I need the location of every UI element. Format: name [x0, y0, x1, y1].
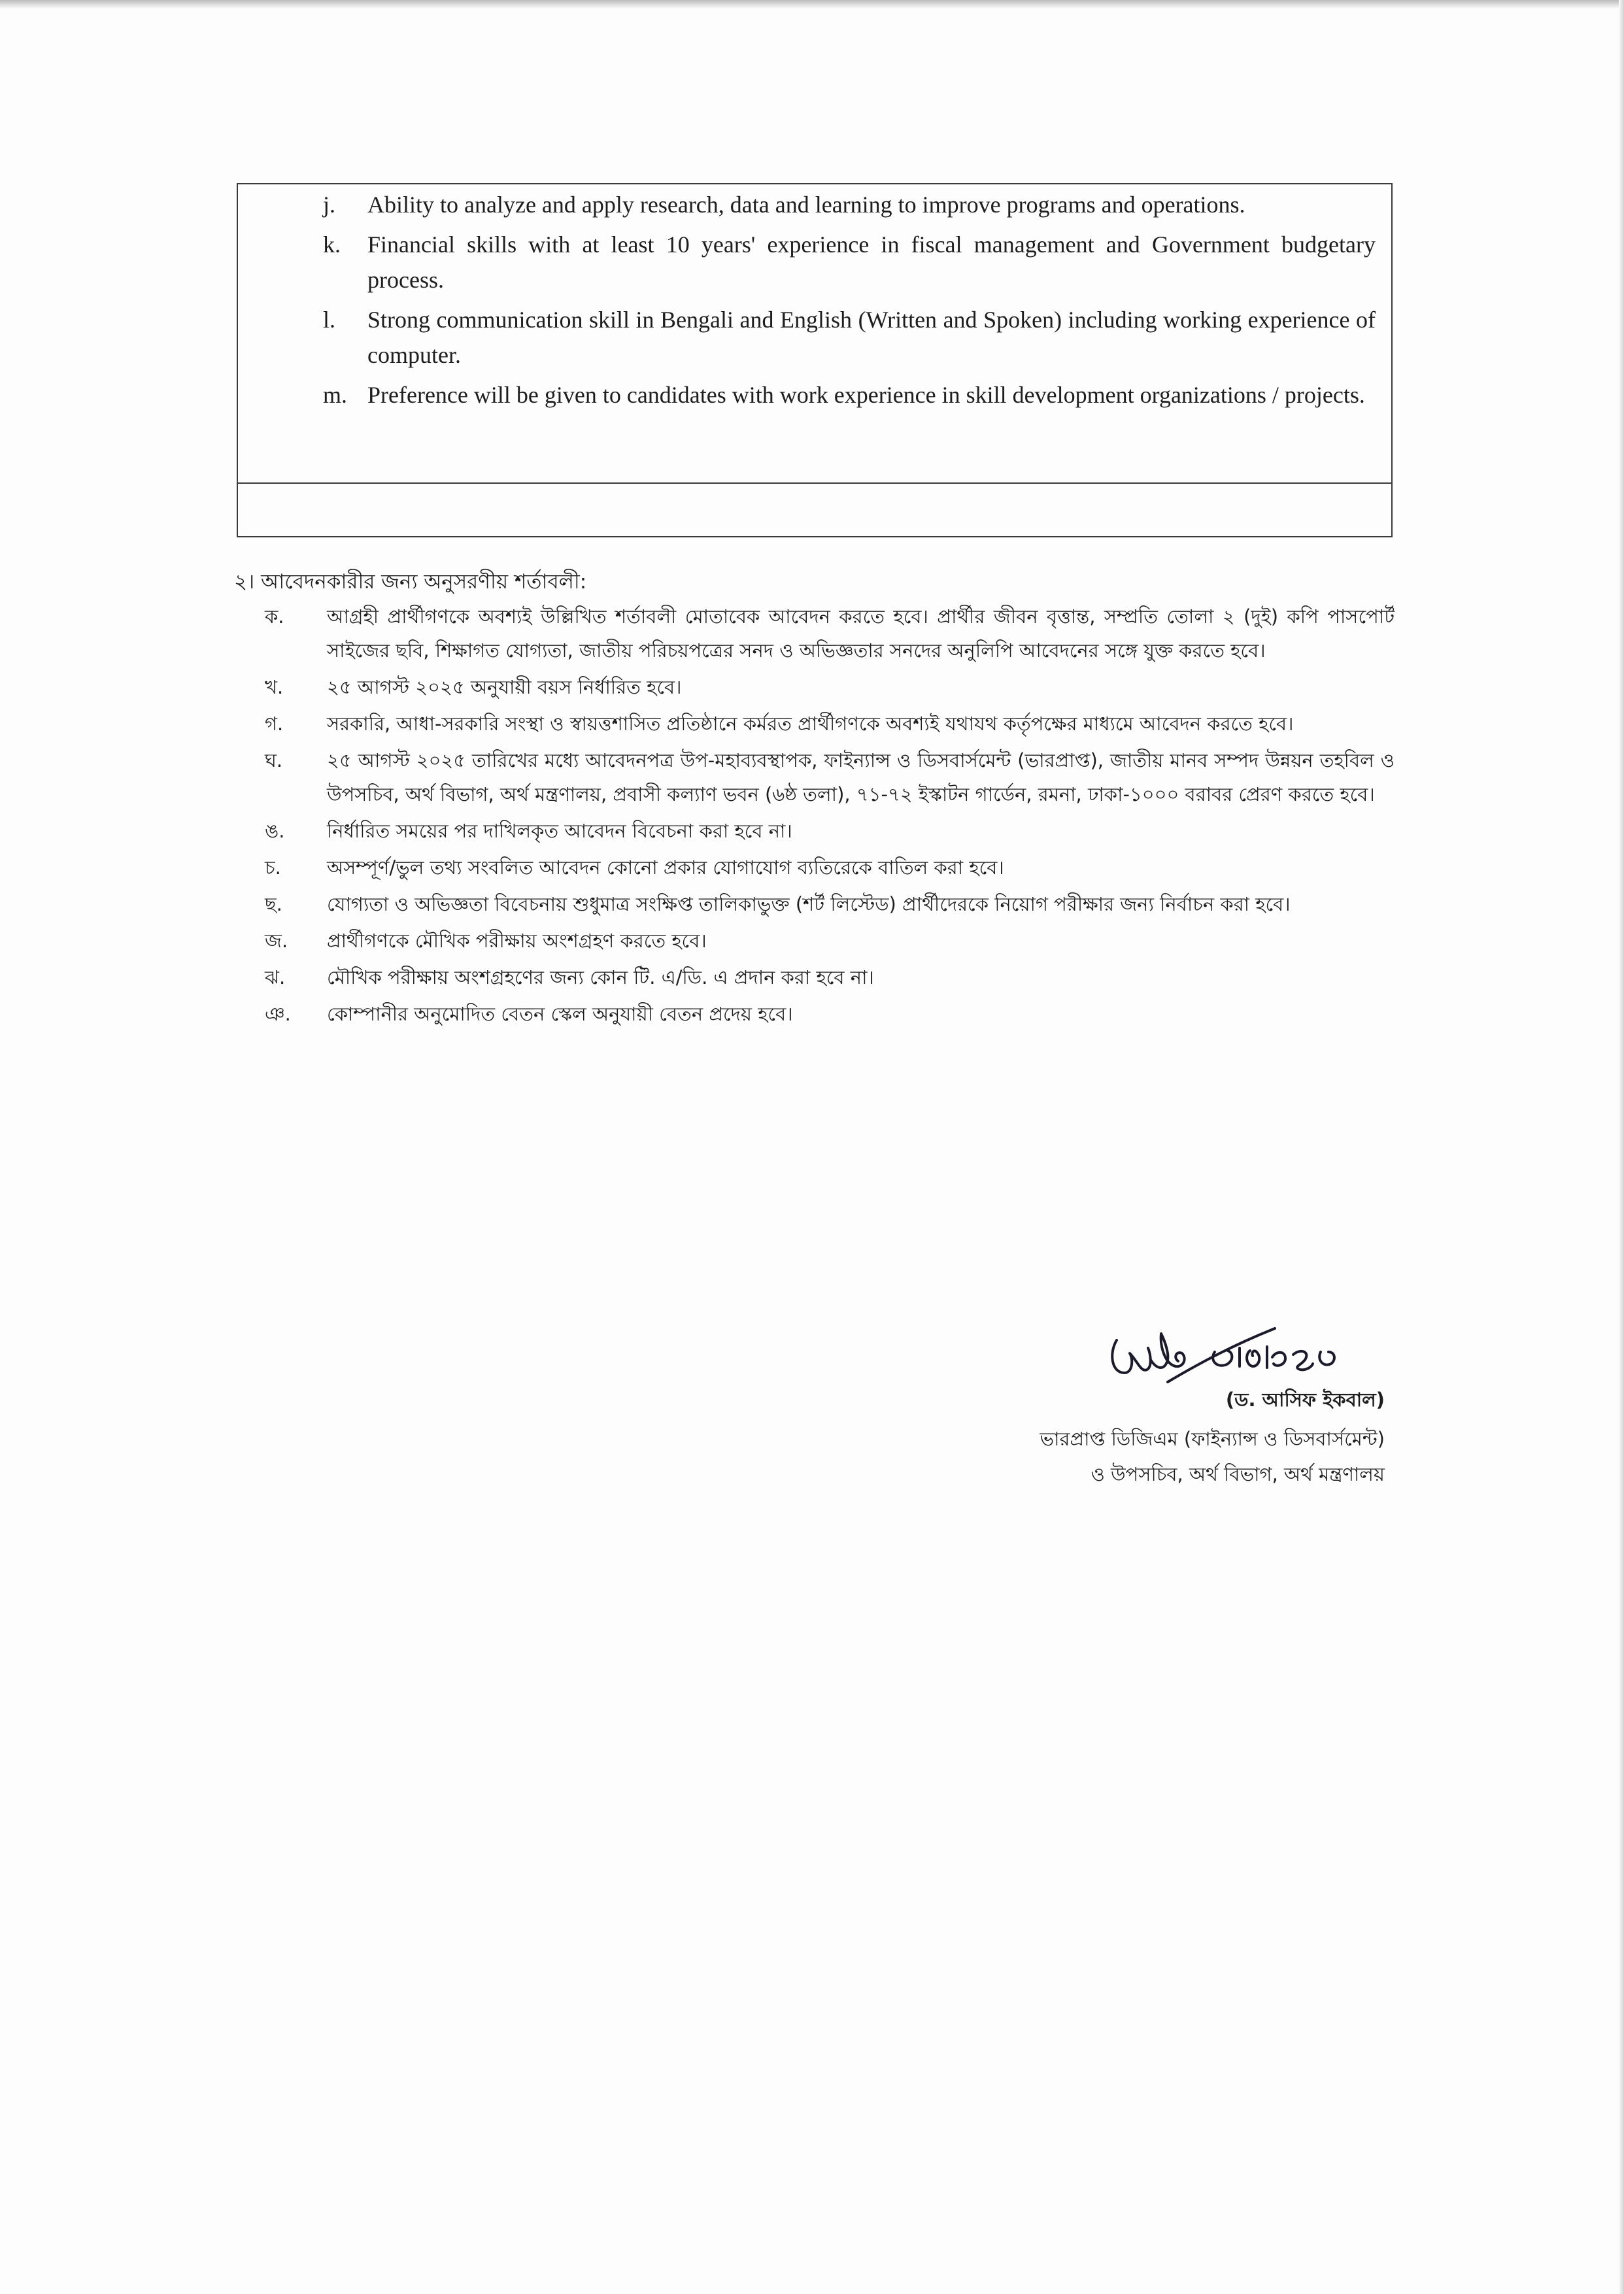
scan-edge-top — [0, 0, 1624, 9]
condition-item — [265, 599, 1395, 667]
requirements-table — [237, 183, 1393, 537]
condition-item — [265, 960, 1395, 994]
condition-item — [265, 707, 1395, 741]
condition-item — [265, 887, 1395, 921]
condition-item — [265, 851, 1395, 885]
table-row-divider — [238, 482, 1391, 484]
condition-item — [265, 670, 1395, 704]
condition-letter: ছ. — [265, 893, 282, 915]
condition-text: অসম্পূর্ণ/ভুল তথ্য সংবলিত আবেদন কোনো প্রকার যোগাযোগ ব্যতিরেকে বাতিল করা হবে। — [327, 856, 1004, 879]
signatory-office: ও উপসচিব, অর্থ বিভাগ, অর্থ মন্ত্রণালয় — [1091, 1463, 1385, 1485]
condition-text: কোম্পানীর অনুমোদিত বেতন স্কেল অনুযায়ী বেতন প্রদেয় হবে। — [327, 1003, 793, 1025]
handwritten-signature — [1105, 1314, 1353, 1389]
condition-text: ২৫ আগস্ট ২০২৫ অনুযায়ী বয়স নির্ধারিত হবে। — [327, 676, 682, 698]
condition-letter: ঞ. — [265, 1003, 291, 1025]
requirement-letter: j. — [323, 192, 336, 218]
condition-text: ২৫ আগস্ট ২০২৫ তারিখের মধ্যে আবেদনপত্র উপ-মহাব্যবস্থাপক, ফাইন্যান্স ও ডিসবার্সমেন্ট (ভারপ্রাপ্ত), জাতীয় মানব সম্পদ উন্নয়ন তহবিল ও উপসচিব, অর্থ বিভাগ, অর্থ মন্ত্রণালয়, প্রবাসী কল্যাণ ভবন (৬ষ্ঠ তলা), ৭১-৭২ ইস্কাটন গার্ডেন, রমনা, ঢাকা-১০০০ বরাবর প্রেরণ করতে হবে। — [327, 749, 1395, 805]
scan-edge-right — [1619, 0, 1624, 2294]
condition-letter: খ. — [265, 676, 284, 698]
requirement-letter: k. — [323, 231, 341, 258]
condition-item — [265, 814, 1395, 848]
requirement-text: Preference will be given to candidates with work experience in skill development organizations / projects. — [367, 382, 1365, 408]
condition-text: যোগ্যতা ও অভিজ্ঞতা বিবেচনায় শুধুমাত্র সংক্ষিপ্ত তালিকাভুক্ত (শর্ট লিস্টেড) প্রার্থীদেরকে নিয়োগ পরীক্ষার জন্য নির্বাচন করা হবে। — [327, 893, 1291, 915]
requirement-text: Financial skills with at least 10 years' experience in fiscal management and Government budgetary process. — [367, 231, 1376, 293]
condition-letter: ক. — [265, 605, 284, 628]
condition-text: আগ্রহী প্রার্থীগণকে অবশ্যই উল্লিখিত শর্তাবলী মোতাবেক আবেদন করতে হবে। প্রার্থীর জীবন বৃত্তান্ত, সম্প্রতি তোলা ২ (দুই) কপি পাসপোর্ট সাইজের ছবি, শিক্ষাগত যোগ্যতা, জাতীয় পরিচয়পত্রের সনদ ও অভিজ্ঞতার সনদের অনুলিপি আবেদনের সঙ্গে যুক্ত করতে হবে। — [327, 605, 1395, 662]
condition-text: সরকারি, আধা-সরকারি সংস্থা ও স্বায়ত্তশাসিত প্রতিষ্ঠানে কর্মরত প্রার্থীগণকে অবশ্যই যথাযথ কর্তৃপক্ষের মাধ্যমে আবেদন করতে হবে। — [327, 713, 1294, 735]
signatory-name: (ড. আসিফ ইকবাল) — [1225, 1389, 1385, 1411]
signatory-designation: ভারপ্রাপ্ত ডিজিএম (ফাইন্যান্স ও ডিসবার্সমেন্ট) — [1040, 1428, 1385, 1450]
condition-letter: ঘ. — [265, 749, 283, 771]
condition-item — [265, 743, 1395, 811]
conditions-heading: ২। আবেদনকারীর জন্য অনুসরণীয় শর্তাবলী: — [234, 570, 587, 594]
condition-letter: ঙ. — [265, 820, 285, 842]
condition-text: প্রার্থীগণকে মৌখিক পরীক্ষায় অংশগ্রহণ করতে হবে। — [327, 930, 707, 952]
condition-text: মৌখিক পরীক্ষায় অংশগ্রহণের জন্য কোন টি. এ/ডি. এ প্রদান করা হবে না। — [327, 966, 874, 988]
condition-text: নির্ধারিত সময়ের পর দাখিলকৃত আবেদন বিবেচনা করা হবে না। — [327, 820, 792, 842]
condition-item — [265, 997, 1395, 1031]
condition-letter: ঝ. — [265, 966, 286, 988]
requirement-letter: m. — [323, 382, 348, 408]
condition-item — [265, 924, 1395, 958]
condition-letter: চ. — [265, 856, 281, 879]
requirement-item — [323, 187, 1376, 222]
requirements-list — [323, 187, 1376, 417]
requirement-item — [323, 302, 1376, 373]
condition-letter: জ. — [265, 930, 288, 952]
requirement-item — [323, 227, 1376, 297]
requirement-item — [323, 377, 1376, 413]
requirement-letter: l. — [323, 307, 336, 333]
requirement-text: Strong communication skill in Bengali and English (Written and Spoken) including working experience of computer. — [367, 307, 1376, 368]
condition-letter: গ. — [265, 713, 284, 735]
conditions-list — [265, 599, 1395, 1034]
requirement-text: Ability to analyze and apply research, data and learning to improve programs and operations. — [367, 192, 1245, 218]
